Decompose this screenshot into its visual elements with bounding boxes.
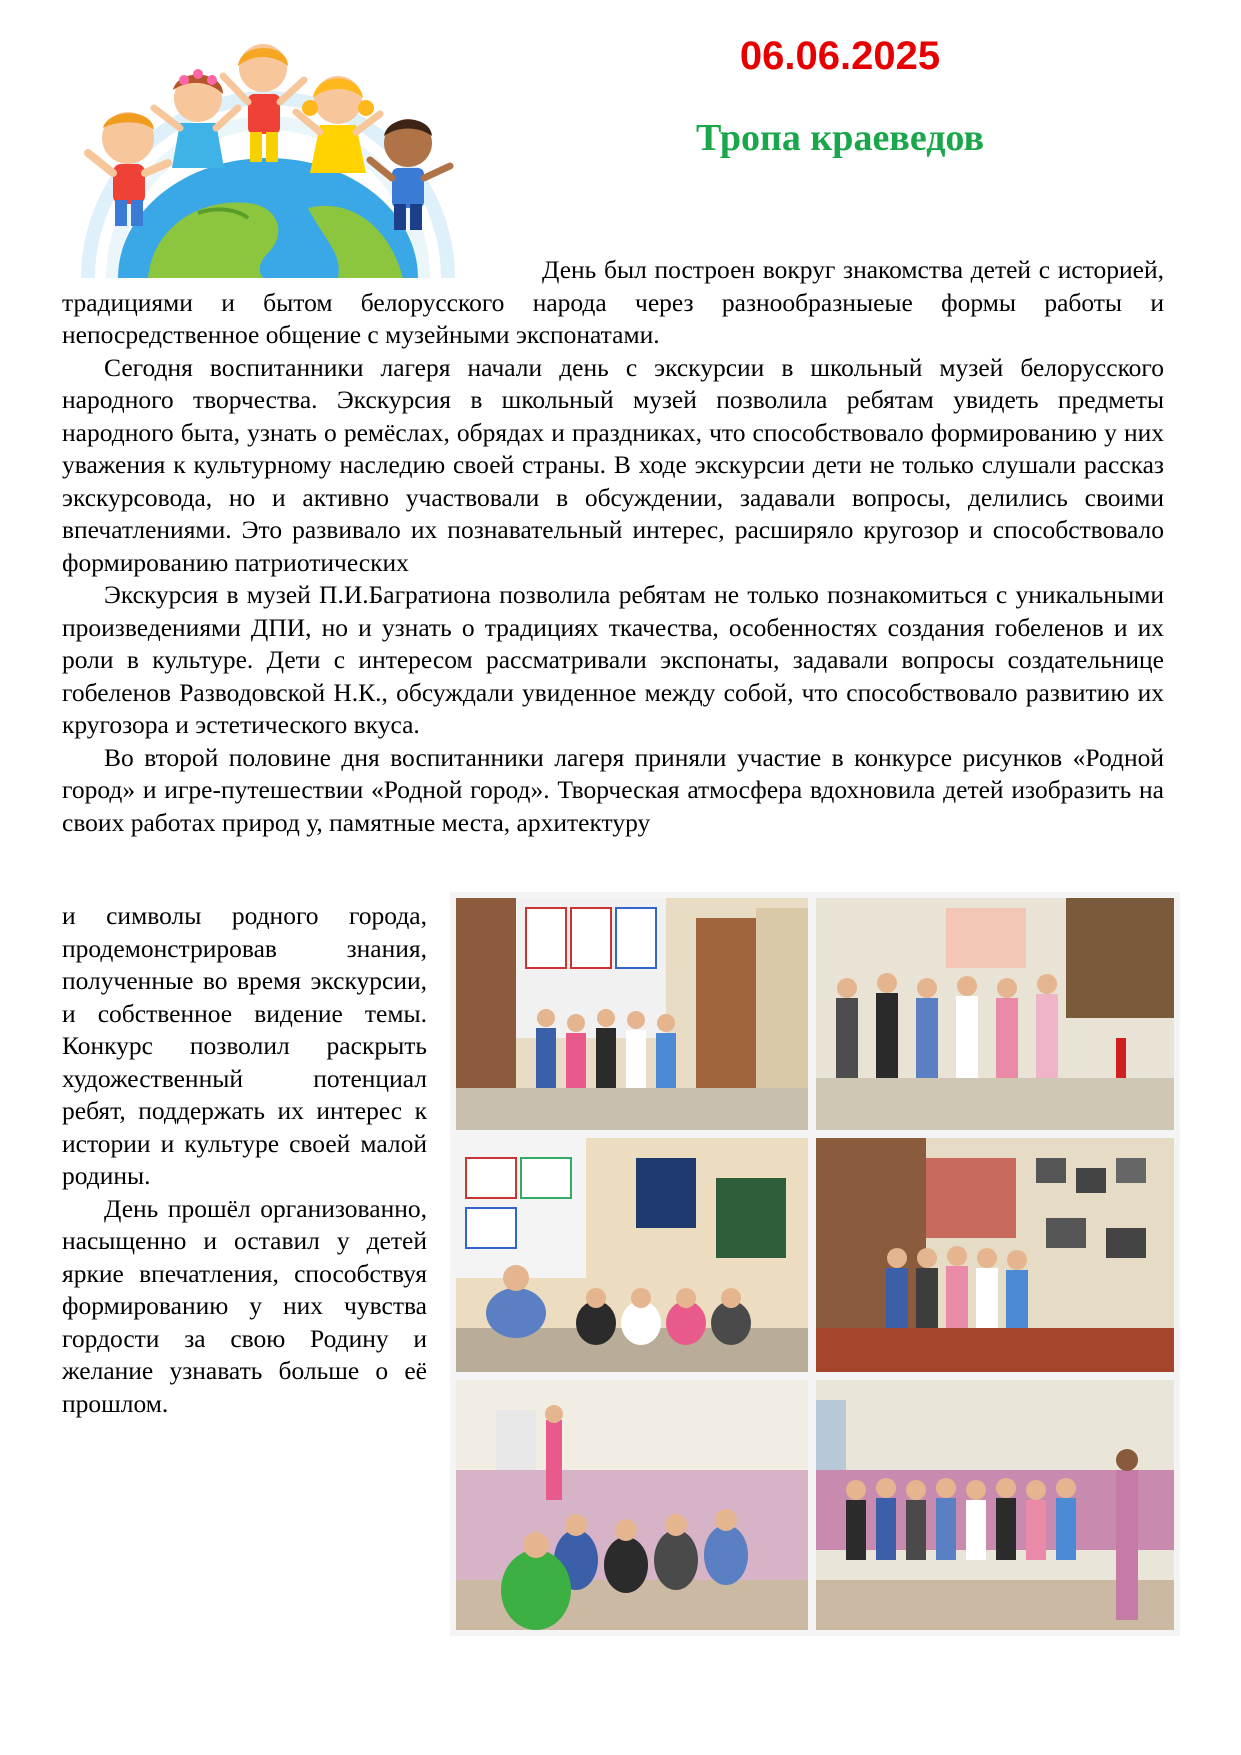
narrow-text-column xyxy=(62,900,427,1420)
paragraph-3: Экскурсия в музей П.И.Багратиона позволила ребятам не только познакомиться с уникальными произведениями ДПИ, но и узнать о традициях ткачества, особенностях создания гобеленов и их роли в культуре. Дети с интересом рассматривали экспонаты, задавали вопросы создательнице гобеленов Разводовской Н.К., обсуждали увиденное между собой, что способствовало развитию их кругозора и эстетического вкуса. xyxy=(62,580,1164,739)
photo-collage xyxy=(450,892,1180,1636)
children-on-globe-illustration xyxy=(58,28,478,278)
photo-museum-embroidery xyxy=(456,898,808,1130)
paragraph-4: Во второй половине дня воспитанники лагеря приняли участие в конкурсе рисунков «Родной город» и игре-путешествии «Родной город». Творческая атмосфера вдохновила детей изобразить на своих работах природ у, памятные места, архитектуру xyxy=(62,742,1164,837)
report-date: 06.06.2025 xyxy=(739,34,941,78)
photo-museum-wall xyxy=(816,1138,1174,1372)
paragraph-5: День прошёл организованно, насыщенно и оставил у детей яркие впечатления, способствуя формированию у них чувства гордости за свою Родину и желание узнавать больше о её прошлом. xyxy=(62,1193,427,1418)
intro-text xyxy=(62,254,1164,839)
photo-corridor-right xyxy=(816,1380,1174,1630)
photo-children-group xyxy=(816,898,1174,1130)
paragraph-2: Сегодня воспитанники лагеря начали день с экскурсии в школьный музей белорусского народного творчества. Экскурсия в школьный музей позволила ребятам увидеть предметы народного быта, узнать о ремёслах, обрядах и праздниках, что способствовало формированию у них уважения к культурному наследию своей страны. В ходе экскурсии дети не только слушали рассказ экскурсовода, но и активно участвовали в обсуждении, задавали вопросы, делились своими впечатлениями. Это развивало их познавательный интерес, расширяло кругозор и способствовало формированию патриотических xyxy=(62,352,1164,577)
page-title: Тропа краеведов xyxy=(695,117,984,159)
paragraph-1: День был построен вокруг знакомства детей с историей, традициями и бытом белорусского народа через разнообразныеые формы работы и непосредственное общение с музейными экспонатами. xyxy=(62,255,1164,349)
photo-museum-seated xyxy=(456,1138,808,1372)
photo-corridor-left xyxy=(456,1380,808,1630)
paragraph-4-continued: и символы родного города, продемонстрировав знания, полученные во время экскурсии, и собственное видение темы. Конкурс позволил раскрыть художественный потенциал ребят, поддержать их интерес к истории и культуре своей малой родины. xyxy=(62,901,427,1190)
